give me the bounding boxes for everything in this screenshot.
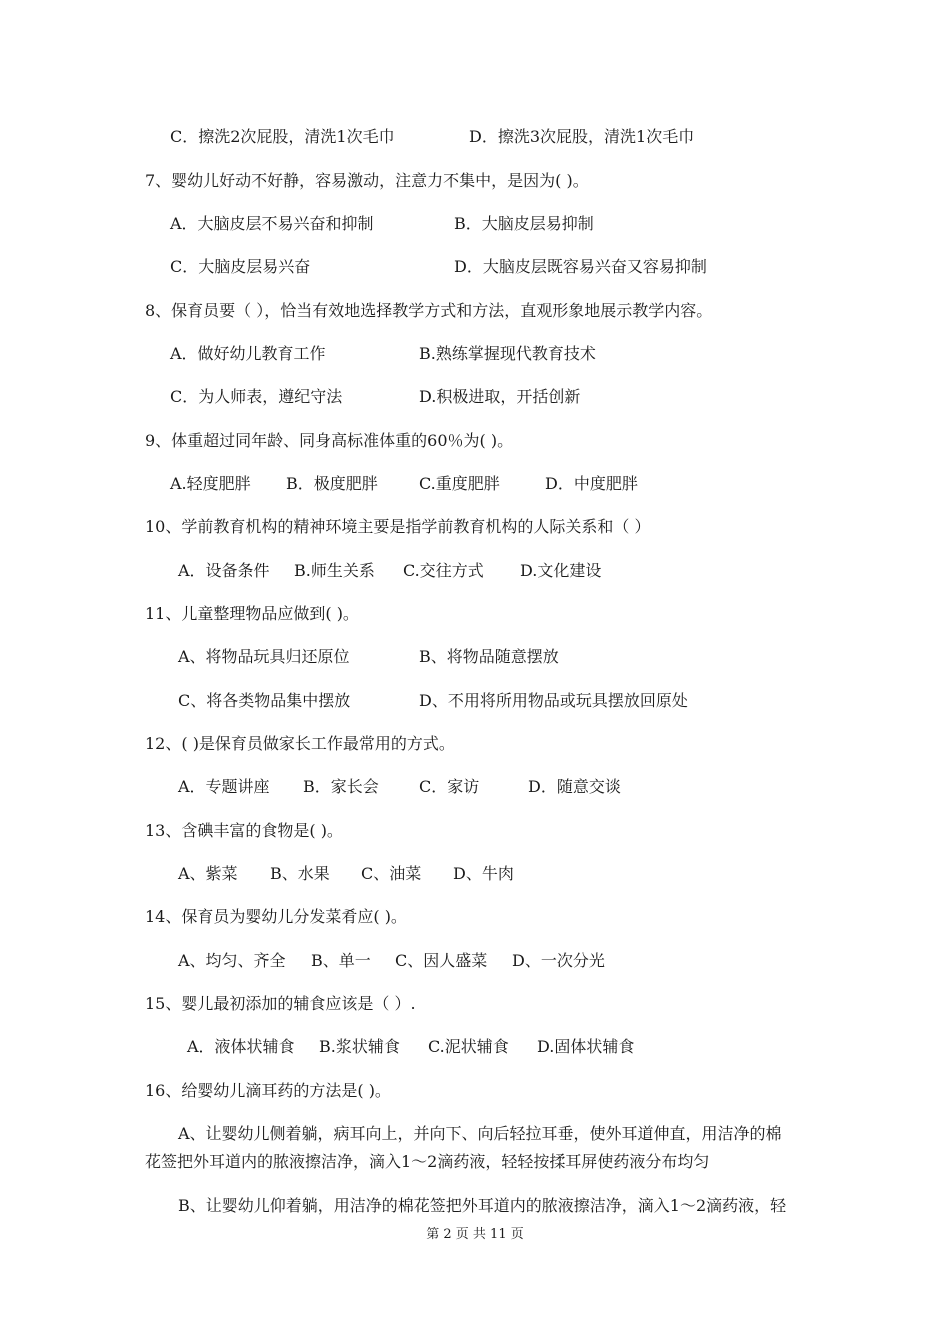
option-d: D．中度肥胖 — [545, 474, 638, 493]
option-b: B．极度肥胖 — [286, 474, 378, 493]
option-c: C．为人师表，遵纪守法 — [170, 387, 343, 406]
option-a: A．做好幼儿教育工作 — [170, 344, 326, 363]
option-a: A、将物品玩具归还原位 — [178, 647, 350, 666]
question-stem: 16、给婴幼儿滴耳药的方法是( )。 — [145, 1081, 391, 1100]
question-stem: 7、婴幼儿好动不好静，容易激动，注意力不集中，是因为( )。 — [145, 171, 589, 190]
question-stem: 10、学前教育机构的精神环境主要是指学前教育机构的人际关系和（ ） — [145, 517, 651, 536]
option-c: C.重度肥胖 — [419, 474, 500, 493]
option-a: A．设备条件 — [178, 561, 270, 580]
option-d: D．擦洗3次屁股，清洗1次毛巾 — [469, 127, 695, 146]
option-c: C.交往方式 — [403, 561, 484, 580]
option-d: D.文化建设 — [520, 561, 602, 580]
option-d: D．大脑皮层既容易兴奋又容易抑制 — [454, 257, 707, 276]
question-stem: 9、体重超过同年龄、同身高标准体重的60％为( )。 — [145, 431, 514, 450]
option-c: C．大脑皮层易兴奋 — [170, 257, 311, 276]
question-stem: 12、( )是保育员做家长工作最常用的方式。 — [145, 734, 455, 753]
option-b: B.师生关系 — [294, 561, 375, 580]
option-d: D.积极进取，开括创新 — [419, 387, 581, 406]
question-stem: 8、保育员要（ ），恰当有效地选择教学方式和方法，直观形象地展示教学内容。 — [145, 301, 713, 320]
option-b: B、将物品随意摆放 — [419, 647, 559, 666]
option-b: B.熟练掌握现代教育技术 — [419, 344, 596, 363]
option-a: A、让婴幼儿侧着躺，病耳向上，并向下、向后轻拉耳垂，使外耳道伸直，用洁净的棉 — [178, 1124, 782, 1143]
option-c: C．擦洗2次屁股，清洗1次毛巾 — [170, 127, 395, 146]
option-d: D．随意交谈 — [528, 777, 621, 796]
option-d: D、一次分光 — [512, 951, 605, 970]
question-stem: 11、儿童整理物品应做到( )。 — [145, 604, 359, 623]
option-d: D、牛肉 — [453, 864, 514, 883]
option-d: D.固体状辅食 — [537, 1037, 635, 1056]
question-stem: 15、婴儿最初添加的辅食应该是（ ）. — [145, 994, 416, 1013]
option-b: B.浆状辅食 — [319, 1037, 400, 1056]
option-a: A、紫菜 — [178, 864, 238, 883]
option-a-continued: 花签把外耳道内的脓液擦洁净，滴入1～2滴药液，轻轻按揉耳屏使药液分布均匀 — [145, 1152, 710, 1171]
option-b: B、水果 — [270, 864, 330, 883]
option-c: C、因人盛菜 — [395, 951, 488, 970]
option-b: B、让婴幼儿仰着躺，用洁净的棉花签把外耳道内的脓液擦洁净，滴入1～2滴药液，轻 — [178, 1196, 787, 1215]
option-c: C.泥状辅食 — [428, 1037, 509, 1056]
option-c: C．家访 — [419, 777, 480, 796]
option-c: C、油菜 — [361, 864, 422, 883]
option-b: B．大脑皮层易抑制 — [454, 214, 594, 233]
option-a: A．液体状辅食 — [187, 1037, 295, 1056]
option-a: A．大脑皮层不易兴奋和抑制 — [170, 214, 374, 233]
option-a: A.轻度肥胖 — [170, 474, 251, 493]
option-b: B．家长会 — [303, 777, 379, 796]
option-c: C、将各类物品集中摆放 — [178, 691, 351, 710]
question-stem: 13、含碘丰富的食物是( )。 — [145, 821, 343, 840]
page-footer: 第 2 页 共 11 页 — [426, 1227, 524, 1242]
option-d: D、不用将所用物品或玩具摆放回原处 — [419, 691, 688, 710]
question-stem: 14、保育员为婴幼儿分发菜肴应( )。 — [145, 907, 407, 926]
option-b: B、单一 — [311, 951, 371, 970]
option-a: A．专题讲座 — [178, 777, 270, 796]
option-a: A、均匀、齐全 — [178, 951, 286, 970]
